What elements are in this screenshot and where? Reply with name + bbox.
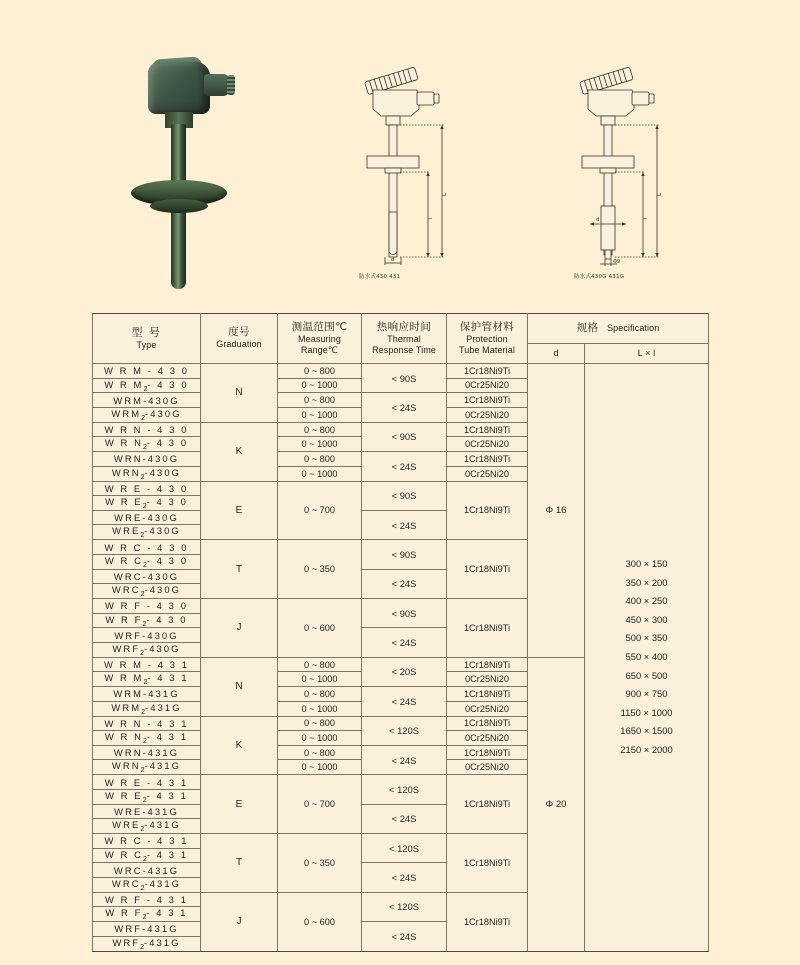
cell-type: $WRE_2-431G$ [93, 819, 201, 834]
header-measuring-range-cn: 测温范围℃ [291, 320, 348, 333]
cell-type: W R $N_2-$ 4 3 1 [93, 731, 201, 746]
specification-item: 550 × 400 [625, 650, 668, 662]
table-row [93, 364, 709, 379]
cell-tube-material: 0Cr25Ni20 [447, 731, 528, 746]
cell-type: W R F - 4 3 1 [93, 892, 201, 907]
specification-item: 1150 × 1000 [620, 706, 673, 718]
table-body [93, 364, 709, 952]
cell-type: WRN-431G [93, 745, 201, 760]
cell-tube-material: 1Cr18Ni9Ti [447, 892, 528, 951]
dim-label-l: l [428, 217, 434, 219]
specification-item: 900 × 750 [625, 688, 668, 700]
cell-graduation: N [201, 657, 278, 716]
figure-caption-430G-431G: 防水式430G 431G [574, 274, 625, 280]
cell-thermal-response: < 24S [362, 745, 447, 774]
cell-thermal-response: < 24S [362, 452, 447, 481]
header-specification-en: Specification [607, 322, 660, 333]
header-tube-material-en1: Protection [466, 333, 508, 344]
header-measuring-range-en2: Range℃ [300, 345, 339, 356]
specification-item: 500 × 350 [625, 632, 668, 644]
cell-thermal-response: < 24S [362, 687, 447, 716]
cell-type: $WRM_2-431G$ [93, 701, 201, 716]
cell-type: W R N - 4 3 1 [93, 716, 201, 731]
cell-tube-material: 1Cr18Ni9Ti [447, 687, 528, 702]
cell-graduation: T [201, 834, 278, 893]
header-specification [528, 314, 709, 344]
cell-measuring-range: 0 ~ 1000 [278, 466, 362, 481]
cell-type: W R M - 4 3 0 [93, 364, 201, 379]
cell-tube-material: 1Cr18Ni9Ti [447, 540, 528, 599]
header-l-x-l: L × l [585, 344, 709, 364]
cell-tube-material: 1Cr18Ni9Ti [447, 745, 528, 760]
header-type-cn: 型 号 [131, 326, 162, 339]
cell-thermal-response: < 24S [362, 510, 447, 539]
cell-thermal-response: < 120S [362, 834, 447, 863]
drawing-430-431 [345, 64, 475, 280]
cell-graduation: K [201, 422, 278, 481]
cell-graduation: J [201, 599, 278, 658]
flange-lip-shape [150, 199, 208, 213]
cell-graduation: N [201, 364, 278, 423]
header-type [93, 314, 201, 364]
cell-type: $WRC_2-431G$ [93, 877, 201, 892]
cell-type: WRN-430G [93, 452, 201, 467]
cell-specification-list [585, 364, 709, 952]
junction-head-shape [148, 62, 210, 114]
header-type-en: Type [136, 339, 157, 350]
header-thermal-response-en1: Thermal [387, 333, 421, 344]
cell-thermal-response: < 24S [362, 863, 447, 892]
cell-measuring-range: 0 ~ 700 [278, 775, 362, 834]
cell-type: WRC-430G [93, 569, 201, 584]
cell-measuring-range: 0 ~ 1000 [278, 731, 362, 746]
cell-type: $WRN_2-431G$ [93, 760, 201, 775]
cell-tube-material: 0Cr25Ni20 [447, 407, 528, 422]
cell-thermal-response: < 90S [362, 481, 447, 510]
cell-diameter: Φ 16 [528, 364, 585, 658]
cell-type: W R $M_2-$ 4 3 0 [93, 378, 201, 393]
cell-measuring-range: 0 ~ 800 [278, 745, 362, 760]
cell-measuring-range: 0 ~ 800 [278, 422, 362, 437]
cell-type: WRC-431G [93, 863, 201, 878]
header-specification-cn: 规格 [576, 321, 599, 334]
cell-type: WRE-431G [93, 804, 201, 819]
header-graduation-en: Graduation [216, 339, 262, 350]
cell-measuring-range: 0 ~ 1000 [278, 701, 362, 716]
cell-type: W R $F_2-$ 4 3 1 [93, 907, 201, 922]
cell-measuring-range: 0 ~ 350 [278, 834, 362, 893]
cell-thermal-response: < 20S [362, 657, 447, 686]
cell-measuring-range: 0 ~ 800 [278, 687, 362, 702]
specification-table [92, 313, 709, 952]
cell-tube-material: 0Cr25Ni20 [447, 437, 528, 452]
specification-item: 300 × 150 [625, 557, 668, 569]
cell-type: $WRF_2-430G$ [93, 642, 201, 657]
specification-item: 1650 × 1500 [620, 725, 673, 737]
cell-type: W R E - 4 3 0 [93, 481, 201, 496]
cell-thermal-response: < 90S [362, 422, 447, 451]
specification-item: 350 × 200 [625, 576, 668, 588]
photo-thermocouple-430 [118, 62, 248, 287]
cell-tube-material: 0Cr25Ni20 [447, 672, 528, 687]
cell-type: W R $C_2-$ 4 3 1 [93, 848, 201, 863]
cell-tube-material: 0Cr25Ni20 [447, 466, 528, 481]
cell-type: W R $E_2-$ 4 3 0 [93, 496, 201, 511]
cell-graduation: J [201, 892, 278, 951]
specification-item: 650 × 500 [625, 669, 668, 681]
cell-type: W R C - 4 3 0 [93, 540, 201, 555]
cell-measuring-range: 0 ~ 1000 [278, 672, 362, 687]
cell-tube-material: 0Cr25Ni20 [447, 701, 528, 716]
cell-measuring-range: 0 ~ 800 [278, 716, 362, 731]
cell-type: WRF-431G [93, 922, 201, 937]
cell-thermal-response: < 24S [362, 922, 447, 951]
cell-thermal-response: < 90S [362, 599, 447, 628]
dim-label-d: d [391, 257, 395, 263]
specification-item: 450 × 300 [625, 613, 668, 625]
cell-thermal-response: < 90S [362, 364, 447, 393]
header-graduation-cn: 度号 [228, 326, 250, 339]
cell-measuring-range: 0 ~ 600 [278, 892, 362, 951]
cell-type: W R $E_2-$ 4 3 1 [93, 789, 201, 804]
cell-measuring-range: 0 ~ 1000 [278, 407, 362, 422]
cell-measuring-range: 0 ~ 800 [278, 657, 362, 672]
cell-type: WRM-431G [93, 687, 201, 702]
cell-type: W R $N_2-$ 4 3 0 [93, 437, 201, 452]
header-d: d [528, 344, 585, 364]
dim-label-L: L [442, 192, 448, 196]
cell-thermal-response: < 90S [362, 540, 447, 569]
cell-diameter: Φ 20 [528, 657, 585, 951]
figure-caption-430-431: 防水式430 431 [359, 274, 401, 280]
cell-thermal-response: < 120S [362, 716, 447, 745]
cell-tube-material: 1Cr18Ni9Ti [447, 834, 528, 893]
header-tube-material-en2: Tube Material [459, 345, 515, 356]
cable-entry-shape [204, 74, 230, 96]
cell-measuring-range: 0 ~ 800 [278, 452, 362, 467]
cell-tube-material: 1Cr18Ni9Ti [447, 393, 528, 408]
cell-tube-material: 0Cr25Ni20 [447, 760, 528, 775]
cell-measuring-range: 0 ~ 1000 [278, 760, 362, 775]
header-measuring-range-en1: Measuring [298, 333, 341, 344]
header-tube-material [447, 314, 528, 364]
cell-tube-material: 1Cr18Ni9Ti [447, 657, 528, 672]
cell-type: W R $C_2-$ 4 3 0 [93, 554, 201, 569]
table-header-row-1 [93, 314, 709, 344]
specification-item: 2150 × 2000 [620, 743, 673, 755]
cell-graduation: E [201, 775, 278, 834]
cell-measuring-range: 0 ~ 700 [278, 481, 362, 540]
cell-type: $WRE_2-430G$ [93, 525, 201, 540]
cell-tube-material: 1Cr18Ni9Ti [447, 364, 528, 379]
cell-tube-material: 1Cr18Ni9Ti [447, 452, 528, 467]
cell-measuring-range: 0 ~ 1000 [278, 437, 362, 452]
cell-measuring-range: 0 ~ 350 [278, 540, 362, 599]
cell-tube-material: 1Cr18Ni9Ti [447, 716, 528, 731]
cell-type: $WRC_2-430G$ [93, 584, 201, 599]
cell-type: W R $M_2-$ 4 3 1 [93, 672, 201, 687]
header-thermal-response [362, 314, 447, 364]
header-thermal-response-cn: 热响应时间 [376, 320, 432, 333]
cell-tube-material: 0Cr25Ni20 [447, 378, 528, 393]
cell-graduation: E [201, 481, 278, 540]
cell-type: $WRN_2-430G$ [93, 466, 201, 481]
cell-type: W R N - 4 3 0 [93, 422, 201, 437]
specification-item: 400 × 250 [625, 595, 668, 607]
cell-type: W R M - 4 3 1 [93, 657, 201, 672]
cell-graduation: T [201, 540, 278, 599]
cell-thermal-response: < 24S [362, 628, 447, 657]
cell-type: W R C - 4 3 1 [93, 834, 201, 849]
cell-tube-material: 1Cr18Ni9Ti [447, 481, 528, 540]
cell-type: W R F - 4 3 0 [93, 599, 201, 614]
cell-type: WRF-430G [93, 628, 201, 643]
cell-type: $WRM_2-430G$ [93, 407, 201, 422]
drawing-430G-431G [560, 64, 690, 280]
cell-measuring-range: 0 ~ 800 [278, 393, 362, 408]
cell-type: WRM-430G [93, 393, 201, 408]
header-tube-material-cn: 保护管材料 [459, 320, 515, 333]
cell-measuring-range: 0 ~ 1000 [278, 378, 362, 393]
cell-thermal-response: < 120S [362, 892, 447, 921]
cell-measuring-range: 0 ~ 600 [278, 599, 362, 658]
cell-tube-material: 1Cr18Ni9Ti [447, 775, 528, 834]
cell-measuring-range: 0 ~ 800 [278, 364, 362, 379]
cell-type: WRE-430G [93, 510, 201, 525]
dim-label-phi: Φ9 [613, 259, 621, 265]
product-figures-band [0, 0, 800, 300]
cell-thermal-response: < 24S [362, 569, 447, 598]
dim-label-l: l [643, 217, 649, 219]
cell-type: $WRF_2-431G$ [93, 936, 201, 951]
header-measuring-range [278, 314, 362, 364]
header-thermal-response-en2: Response Time [372, 345, 436, 356]
header-graduation [201, 314, 278, 364]
cell-type: W R $F_2-$ 4 3 0 [93, 613, 201, 628]
dim-label-d: d [596, 217, 600, 223]
cell-graduation: K [201, 716, 278, 775]
cell-thermal-response: < 24S [362, 393, 447, 422]
cell-thermal-response: < 24S [362, 804, 447, 833]
cell-type: W R E - 4 3 1 [93, 775, 201, 790]
dim-label-L: L [657, 192, 663, 196]
cell-tube-material: 1Cr18Ni9Ti [447, 422, 528, 437]
cell-thermal-response: < 120S [362, 775, 447, 804]
cell-tube-material: 1Cr18Ni9Ti [447, 599, 528, 658]
